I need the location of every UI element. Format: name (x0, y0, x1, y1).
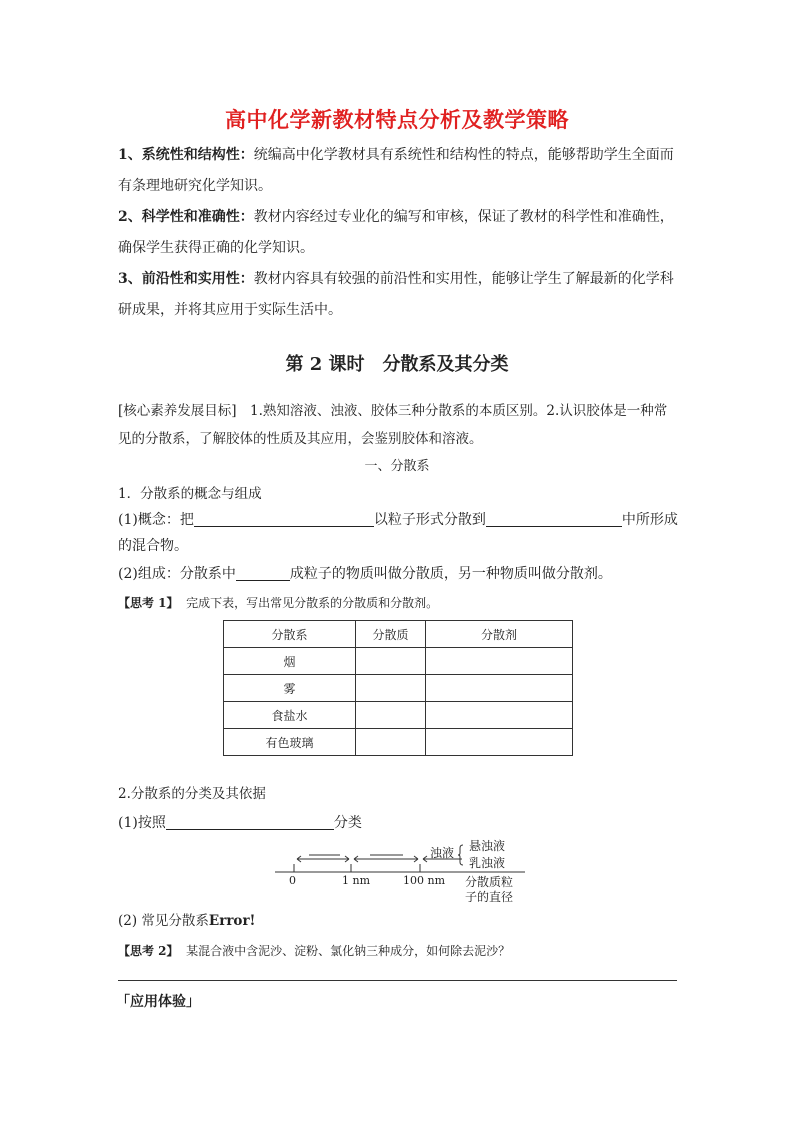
axis-label-line-1: 分散质粒 (465, 875, 514, 889)
table-row (224, 702, 573, 729)
think-2-text: 某混合液中含泥沙、淀粉、氯化钠三种成分，如何除去泥沙？ (186, 944, 511, 958)
table-cell-input[interactable] (356, 675, 426, 702)
composition-prefix: (2)组成：分散系中 (118, 566, 236, 582)
feature-3-line-1 (118, 264, 674, 295)
brace-icon (458, 845, 463, 865)
feature-3-text: 教材内容具有较强的前沿性和实用性，能够让学生了解最新的化学科 (253, 271, 674, 287)
table-cell: 有色玻璃 (224, 729, 356, 756)
table-cell-input[interactable] (426, 702, 573, 729)
axis-label-line-2: 子的直径 (465, 890, 514, 904)
blank-classification-basis[interactable] (166, 814, 334, 830)
dispersion-table (223, 620, 573, 756)
emulsion-label: 乳浊液 (469, 856, 506, 870)
lesson-title: 第 2 课时 分散系及其分类 (285, 354, 509, 375)
classify-by-line (118, 808, 362, 839)
feature-2-label: 2、科学性和准确性： (118, 209, 254, 225)
think-1 (118, 594, 438, 611)
feature-3-label: 3、前沿性和实用性： (118, 271, 254, 287)
goals-line-1: [核心素养发展目标] 1.熟知溶液、浊液、胶体三种分散系的本质区别。2.认识胶体是一种常 (118, 403, 668, 419)
practice-heading: 「应用体验」 (116, 994, 200, 1010)
tick-label-0: 0 (289, 874, 296, 887)
blank-dispersed[interactable] (236, 565, 290, 581)
table-cell-input[interactable] (356, 648, 426, 675)
concept-line-2: 的混合物。 (118, 538, 188, 554)
think-2 (118, 942, 510, 959)
error-text: Error! (208, 913, 256, 929)
divider (118, 980, 677, 981)
suspension-label: 悬浊液 (469, 839, 506, 853)
feature-3-line-2: 研成果，并将其应用于实际生活中。 (118, 302, 342, 318)
concept-line (118, 505, 678, 536)
table-cell: 雾 (224, 675, 356, 702)
zone-3-label: 浊液 (430, 846, 455, 860)
page-title: 高中化学新教材特点分析及教学策略 (225, 108, 569, 132)
feature-1-line-1 (118, 140, 674, 171)
table-cell: 烟 (224, 648, 356, 675)
common-dispersions-line (118, 906, 255, 937)
think-1-text: 完成下表，写出常见分散系的分散质和分散剂。 (186, 596, 439, 610)
think-1-tag: 【思考 1】 (118, 596, 179, 610)
feature-2-line-2: 确保学生获得正确的化学知识。 (118, 240, 314, 256)
feature-1-line-2: 有条理地研究化学知识。 (118, 178, 272, 194)
subsection-heading-1: 1．分散系的概念与组成 (118, 486, 262, 502)
table-header: 分散剂 (426, 621, 573, 648)
composition-suffix: 成粒子的物质叫做分散质，另一种物质叫做分散剂。 (289, 566, 612, 582)
table-cell: 食盐水 (224, 702, 356, 729)
composition-line (118, 559, 612, 590)
table-row (224, 675, 573, 702)
table-header: 分散质 (356, 621, 426, 648)
concept-mid: 以粒子形式分散到 (373, 512, 486, 528)
table-header-row (224, 621, 573, 648)
goals-line-2: 见的分散系，了解胶体的性质及其应用，会鉴别胶体和溶液。 (118, 431, 483, 447)
table-cell-input[interactable] (426, 675, 573, 702)
tick-label-1nm: 1 nm (342, 874, 371, 887)
table-row (224, 648, 573, 675)
think-2-tag: 【思考 2】 (118, 944, 179, 958)
feature-1-text: 统编高中化学教材具有系统性和结构性的特点，能够帮助学生全面而 (253, 147, 674, 163)
table-header: 分散系 (224, 621, 356, 648)
classify-prefix: (1)按照 (118, 815, 166, 831)
common-prefix: (2) 常见分散系 (118, 913, 209, 929)
concept-prefix: (1)概念：把 (118, 512, 194, 528)
table-cell-input[interactable] (426, 648, 573, 675)
feature-2-text: 教材内容经过专业化的编写和审核，保证了教材的科学性和准确性， (253, 209, 674, 225)
classify-suffix: 分类 (333, 815, 362, 831)
table-cell-input[interactable] (356, 729, 426, 756)
table-row (224, 729, 573, 756)
feature-2-line-1 (118, 202, 674, 233)
tick-label-100nm: 100 nm (403, 874, 446, 887)
feature-1-label: 1、系统性和结构性： (118, 147, 254, 163)
blank-dispersed-substance[interactable] (194, 511, 374, 527)
subsection-heading-2: 2.分散系的分类及其依据 (118, 786, 266, 802)
blank-dispersing-medium[interactable] (486, 511, 622, 527)
table-cell-input[interactable] (356, 702, 426, 729)
table-cell-input[interactable] (426, 729, 573, 756)
concept-suffix: 中所形成 (621, 512, 678, 528)
section-heading: 一、分散系 (364, 459, 430, 474)
